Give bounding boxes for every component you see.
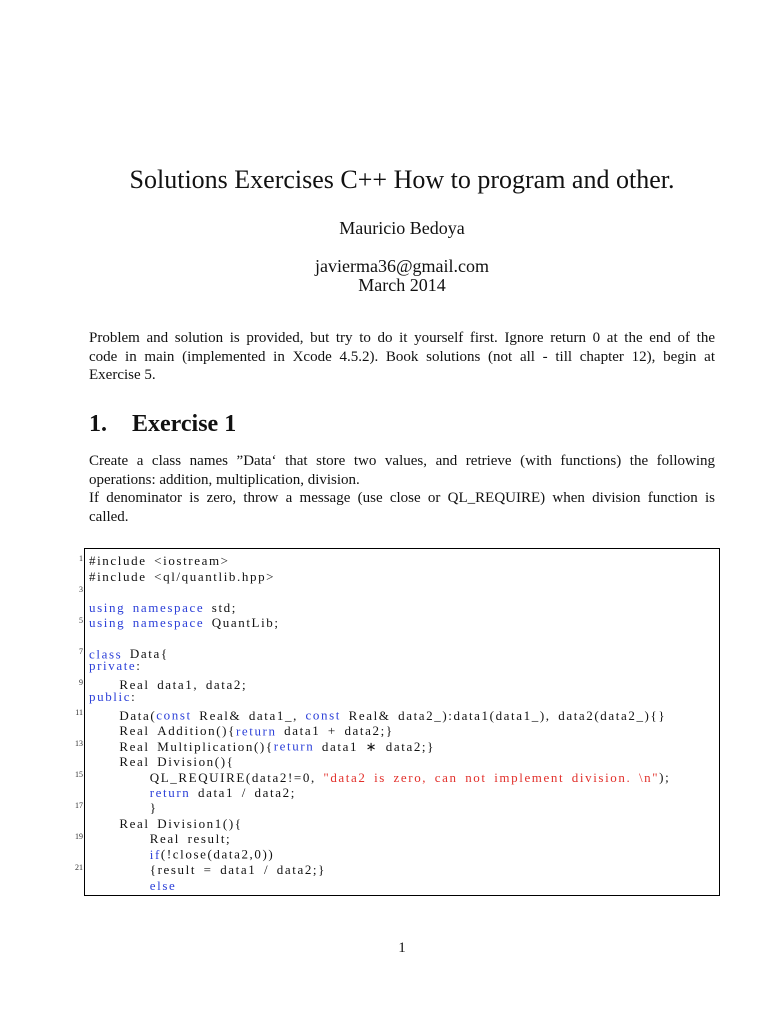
code-text: Real& data1_, xyxy=(192,708,306,723)
code-space xyxy=(112,735,120,750)
code-space xyxy=(135,859,143,874)
code-space xyxy=(104,843,112,858)
code-text: ); xyxy=(659,769,671,785)
code-space xyxy=(180,828,188,843)
code-space xyxy=(135,843,143,858)
code-keyword: return xyxy=(89,785,190,800)
code-space xyxy=(204,612,212,627)
code-line xyxy=(89,720,715,739)
paragraph-line: If denominator is zero, throw a message (use close or QL_REQUIRE) when division function is xyxy=(89,490,715,506)
line-number: 13 xyxy=(75,739,83,749)
line-number: 9 xyxy=(79,677,83,687)
code-space xyxy=(119,843,127,858)
section-heading xyxy=(89,410,236,438)
code-text: : xyxy=(131,688,137,704)
code-space xyxy=(314,735,322,750)
code-text: QL_REQUIRE(data2!=0, xyxy=(89,770,323,785)
paragraph-line: Create a class names ”Data‘ that store two values, and retrieve (with functions) the following xyxy=(89,453,715,469)
intro-paragraph xyxy=(89,329,715,385)
code-line xyxy=(79,612,715,631)
code-space xyxy=(142,782,150,797)
code-line xyxy=(89,782,715,801)
code-space xyxy=(142,766,150,781)
code-space xyxy=(104,782,112,797)
code-space xyxy=(391,704,399,719)
code-space xyxy=(150,674,158,689)
code-space xyxy=(89,674,97,689)
code-space xyxy=(551,704,559,719)
code-line xyxy=(79,581,715,596)
code-space xyxy=(127,797,135,812)
code-space xyxy=(104,735,112,750)
line-number: 5 xyxy=(79,615,83,625)
code-space xyxy=(241,704,249,719)
code-space xyxy=(192,704,200,719)
code-space xyxy=(125,596,133,611)
line-number: 15 xyxy=(75,770,83,780)
code-space xyxy=(112,720,120,735)
code-space xyxy=(127,782,135,797)
code-space xyxy=(89,782,97,797)
code-line xyxy=(79,643,715,662)
code-space xyxy=(487,766,495,781)
code-keyword: else xyxy=(89,878,176,893)
line-number: 7 xyxy=(79,646,83,656)
code-space xyxy=(97,704,105,719)
code-space xyxy=(458,766,466,781)
code-space xyxy=(97,859,105,874)
code-space xyxy=(104,797,112,812)
code-space xyxy=(198,674,206,689)
code-space xyxy=(104,704,112,719)
code-space xyxy=(127,828,135,843)
code-line xyxy=(89,658,715,673)
code-space xyxy=(97,812,105,827)
code-text: } xyxy=(89,800,158,815)
code-space xyxy=(119,859,127,874)
code-space xyxy=(89,828,97,843)
code-space xyxy=(112,843,120,858)
code-line xyxy=(75,704,715,723)
code-space xyxy=(89,812,97,827)
code-text: Real Multiplication(){ xyxy=(89,739,274,754)
code-space xyxy=(112,674,120,689)
code-space xyxy=(104,828,112,843)
code-space xyxy=(427,766,435,781)
code-space xyxy=(112,874,120,889)
code-space xyxy=(358,735,366,750)
code-space xyxy=(104,812,112,827)
code-text: Real result; xyxy=(89,831,231,846)
code-text: data1 + data2;} xyxy=(277,723,394,738)
code-space xyxy=(564,766,572,781)
code-space xyxy=(104,720,112,735)
code-line xyxy=(89,812,715,831)
code-space xyxy=(142,874,150,889)
code-keyword: private xyxy=(89,658,137,674)
paragraph-line: Problem and solution is provided, but try to do it yourself first. Ignore return 0 at the end of the xyxy=(89,330,715,346)
line-number: 11 xyxy=(75,708,83,718)
code-space xyxy=(150,812,158,827)
code-line xyxy=(79,674,715,692)
code-space xyxy=(119,766,127,781)
code-space xyxy=(112,766,120,781)
code-space xyxy=(97,782,105,797)
code-space xyxy=(97,843,105,858)
code-keyword: const xyxy=(305,707,341,723)
code-space xyxy=(89,735,97,750)
code-space xyxy=(135,828,143,843)
code-space xyxy=(150,751,158,766)
line-number: 19 xyxy=(75,831,83,841)
code-space xyxy=(366,766,374,781)
code-space xyxy=(298,704,306,719)
code-string: "data2 is zero, can not implement division. \n" xyxy=(323,770,659,785)
exercise-description xyxy=(89,452,715,489)
code-text: data1 ∗ data2;} xyxy=(314,739,435,754)
code-line xyxy=(89,596,715,615)
code-space xyxy=(97,797,105,812)
code-keyword: using namespace xyxy=(89,615,204,630)
code-line xyxy=(89,565,715,584)
code-space xyxy=(112,782,120,797)
code-space xyxy=(112,859,120,874)
code-space xyxy=(89,843,97,858)
document-date: March 2014 xyxy=(358,275,446,295)
paragraph-line: operations: addition, multiplication, division. xyxy=(89,471,360,488)
code-space xyxy=(135,766,143,781)
document-title: Solutions Exercises C++ How to program and other. xyxy=(129,165,675,194)
code-space xyxy=(378,735,386,750)
code-space xyxy=(247,782,255,797)
code-space xyxy=(386,766,394,781)
code-space xyxy=(135,874,143,889)
code-space xyxy=(97,720,105,735)
code-space xyxy=(97,828,105,843)
code-text: Real data1, data2; xyxy=(89,677,247,692)
code-space xyxy=(127,766,135,781)
code-line xyxy=(75,735,715,754)
line-number: 3 xyxy=(79,584,83,594)
code-space xyxy=(142,859,150,874)
code-space xyxy=(97,674,105,689)
code-space xyxy=(256,859,264,874)
code-space xyxy=(89,859,97,874)
line-number: 1 xyxy=(79,554,83,563)
code-space xyxy=(196,859,204,874)
code-space xyxy=(127,874,135,889)
code-space xyxy=(97,751,105,766)
code-text: data1 / data2; xyxy=(190,785,296,800)
code-space xyxy=(127,859,135,874)
code-keyword: class xyxy=(89,646,123,662)
code-line xyxy=(75,828,715,847)
code-space xyxy=(204,596,212,611)
code-text: #include <iostream> xyxy=(89,553,230,568)
code-space xyxy=(150,720,158,735)
code-space xyxy=(127,843,135,858)
code-space xyxy=(142,843,150,858)
code-text: Data{ xyxy=(122,646,168,661)
code-space xyxy=(320,720,328,735)
exercise-requirement xyxy=(89,489,715,526)
code-text: Real& data2_):data1(data1_), data2(data2_){} xyxy=(341,708,666,723)
code-space xyxy=(277,720,285,735)
code-line xyxy=(89,843,715,862)
code-space xyxy=(89,720,97,735)
author-email: javierma36@gmail.com xyxy=(314,256,490,276)
code-space xyxy=(135,782,143,797)
code-space xyxy=(147,565,155,580)
code-space xyxy=(119,782,127,797)
code-space xyxy=(89,797,97,812)
code-space xyxy=(119,828,127,843)
code-keyword: return xyxy=(235,723,277,739)
code-text: Real Division(){ xyxy=(89,754,234,769)
line-number: 17 xyxy=(75,801,83,810)
code-keyword: return xyxy=(273,738,315,754)
code-space xyxy=(104,859,112,874)
code-space xyxy=(147,550,155,565)
author-name: Mauricio Bedoya xyxy=(339,218,465,238)
code-space xyxy=(119,874,127,889)
code-space xyxy=(112,704,120,719)
section-number: 1. xyxy=(89,411,107,437)
code-space xyxy=(89,751,97,766)
code-line xyxy=(89,627,715,642)
code-space xyxy=(112,797,120,812)
code-space xyxy=(104,874,112,889)
code-space xyxy=(104,766,112,781)
code-line xyxy=(79,550,715,569)
code-space xyxy=(135,797,143,812)
code-space xyxy=(190,782,198,797)
code-line xyxy=(75,766,715,785)
code-space xyxy=(269,859,277,874)
code-space xyxy=(89,766,97,781)
code-space xyxy=(104,751,112,766)
code-space xyxy=(89,874,97,889)
code-space xyxy=(119,797,127,812)
code-space xyxy=(337,720,345,735)
code-text: QuantLib; xyxy=(204,615,279,630)
code-space xyxy=(122,643,130,658)
code-space xyxy=(150,735,158,750)
code-text: std; xyxy=(204,600,237,615)
code-listing xyxy=(75,550,715,893)
code-text: Real Addition(){ xyxy=(89,723,236,738)
code-space xyxy=(125,612,133,627)
line-number: 21 xyxy=(75,862,83,872)
page-number: 1 xyxy=(398,940,406,956)
code-line xyxy=(89,751,715,770)
code-keyword: const xyxy=(156,707,192,723)
paragraph-line: Exercise 5. xyxy=(89,367,156,384)
code-space xyxy=(97,766,105,781)
code-line xyxy=(89,874,715,893)
code-space xyxy=(104,674,112,689)
code-space xyxy=(234,782,242,797)
code-text: Real Division1(){ xyxy=(89,816,243,831)
code-line xyxy=(75,797,715,816)
code-space xyxy=(341,704,349,719)
code-space xyxy=(89,704,97,719)
code-space xyxy=(142,797,150,812)
code-line xyxy=(75,859,715,878)
code-text: #include <ql/quantlib.hpp> xyxy=(89,569,275,584)
section-title: Exercise 1 xyxy=(132,411,237,437)
code-keyword: if xyxy=(89,847,161,862)
paragraph-line: called. xyxy=(89,508,129,525)
code-space xyxy=(97,874,105,889)
code-space xyxy=(631,766,639,781)
paragraph-line: code in main (implemented in Xcode 4.5.2). Book solutions (not all - till chapter 12), begin at xyxy=(89,348,715,365)
code-line xyxy=(89,689,715,704)
code-space xyxy=(97,735,105,750)
code-text: (!close(data2,0)) xyxy=(160,846,275,862)
code-text: {result = data1 / data2;} xyxy=(89,862,326,877)
code-space xyxy=(112,828,120,843)
code-text: : xyxy=(136,658,142,674)
code-keyword: public xyxy=(89,688,132,704)
code-keyword: using namespace xyxy=(89,600,204,615)
code-space xyxy=(112,751,120,766)
code-text: Data( xyxy=(89,708,156,723)
code-space xyxy=(213,859,221,874)
code-space xyxy=(112,812,120,827)
code-space xyxy=(142,828,150,843)
